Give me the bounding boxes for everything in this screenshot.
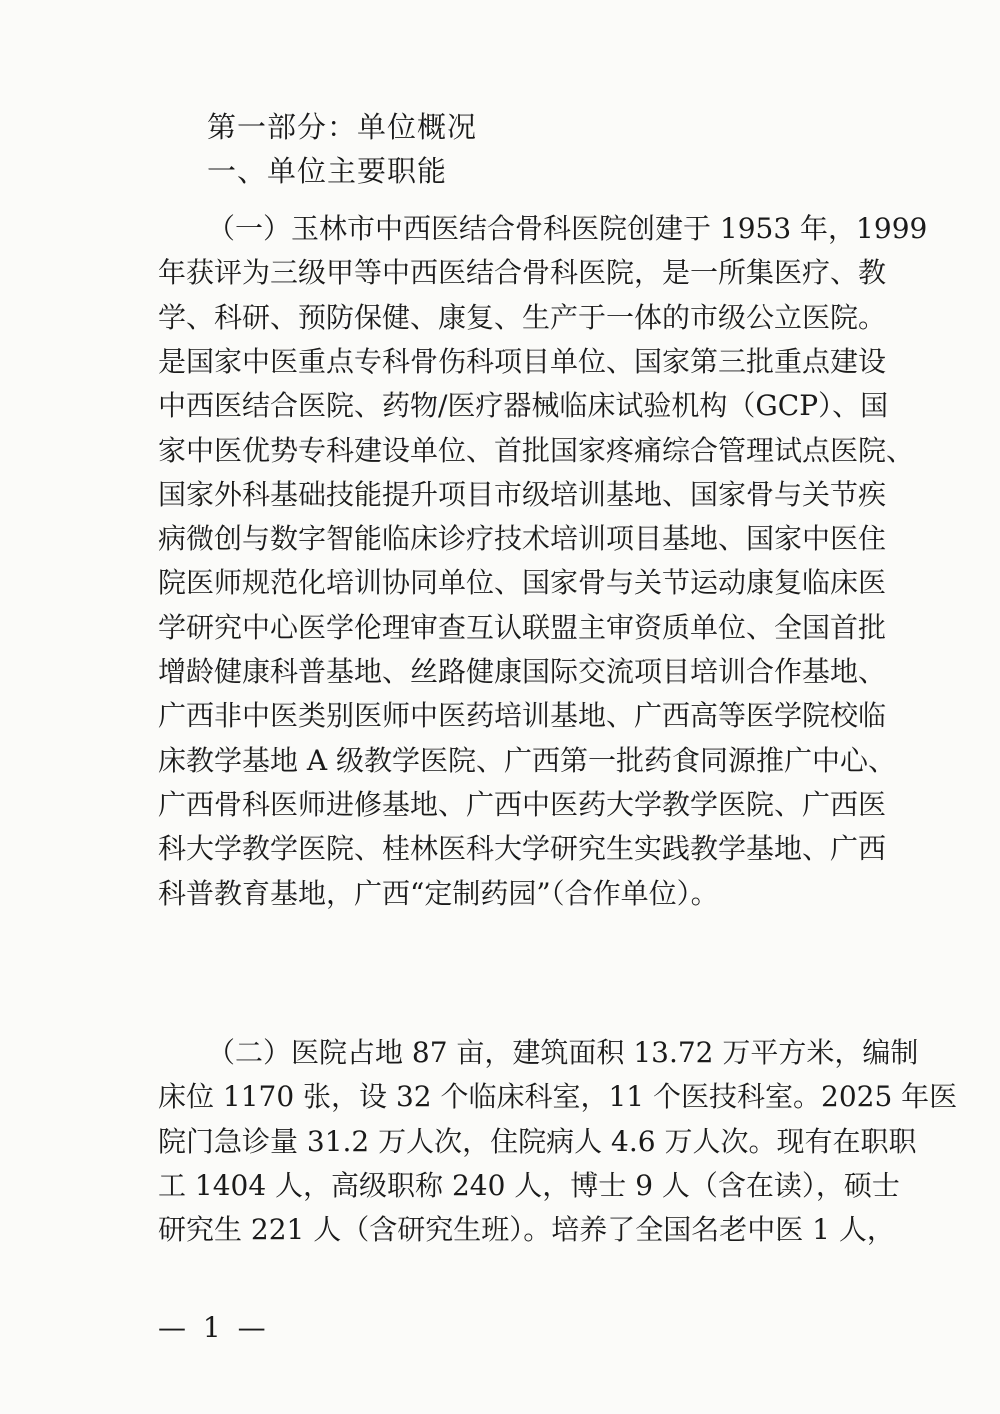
paragraph-1-line: 是国家中医重点专科骨伤科项目单位、国家第三批重点建设 (158, 344, 887, 378)
paragraph-1-line: 广西非中医类别医师中医药培训基地、广西高等医学院校临 (158, 699, 887, 733)
paragraph-1-line: 增龄健康科普基地、丝路健康国际交流项目培训合作基地、 (158, 655, 887, 688)
paragraph-2-line: （二）医院占地 87 亩，建筑面积 13.72 万平方米，编制 (207, 1036, 919, 1069)
section-heading: 一、单位主要职能 (207, 154, 448, 188)
paragraph-1-line: 床教学基地 A 级教学医院、广西第一批药食同源推广中心、 (158, 743, 897, 777)
paragraph-1-line: 学、科研、预防保健、康复、生产于一体的市级公立医院。 (158, 300, 887, 334)
paragraph-1-line: 广西骨科医师进修基地、广西中医药大学教学医院、广西医 (158, 787, 887, 821)
paragraph-1-line: （一）玉林市中西医结合骨科医院创建于 1953 年，1999 (207, 212, 928, 245)
paragraph-1-line: 中西医结合医院、药物/医疗器械临床试验机构（GCP）、国 (158, 389, 889, 423)
paragraph-1-line: 科普教育基地，广西“定制药园”（合作单位）。 (158, 876, 719, 910)
paragraph-2-line: 院门急诊量 31.2 万人次，住院病人 4.6 万人次。现有在职职 (158, 1124, 917, 1158)
paragraph-2-line: 工 1404 人，高级职称 240 人，博士 9 人（含在读），硕士 (158, 1168, 900, 1202)
paragraph-1-line: 科大学教学医院、桂林医科大学研究生实践教学基地、广西 (158, 832, 887, 866)
paragraph-1-line: 家中医优势专科建设单位、首批国家疼痛综合管理试点医院、 (158, 433, 915, 467)
paragraph-2-line: 研究生 221 人（含研究生班）。培养了全国名老中医 1 人， (158, 1213, 895, 1247)
paragraph-1-line: 年获评为三级甲等中西医结合骨科医院，是一所集医疗、教 (158, 256, 887, 290)
paragraph-1-line: 院医师规范化培训协同单位、国家骨与关节运动康复临床医 (158, 566, 887, 600)
paragraph-1-line: 学研究中心医学伦理审查互认联盟主审资质单位、全国首批 (158, 610, 887, 644)
part-heading: 第一部分：单位概况 (207, 110, 478, 144)
paragraph-1-line: 病微创与数字智能临床诊疗技术培训项目基地、国家中医住 (158, 522, 887, 556)
paragraph-2-line: 床位 1170 张，设 32 个临床科室，11 个医技科室。2025 年医 (158, 1080, 958, 1114)
paragraph-1-line: 国家外科基础技能提升项目市级培训基地、国家骨与关节疾 (158, 477, 887, 511)
page-number: — 1 — (158, 1311, 270, 1344)
